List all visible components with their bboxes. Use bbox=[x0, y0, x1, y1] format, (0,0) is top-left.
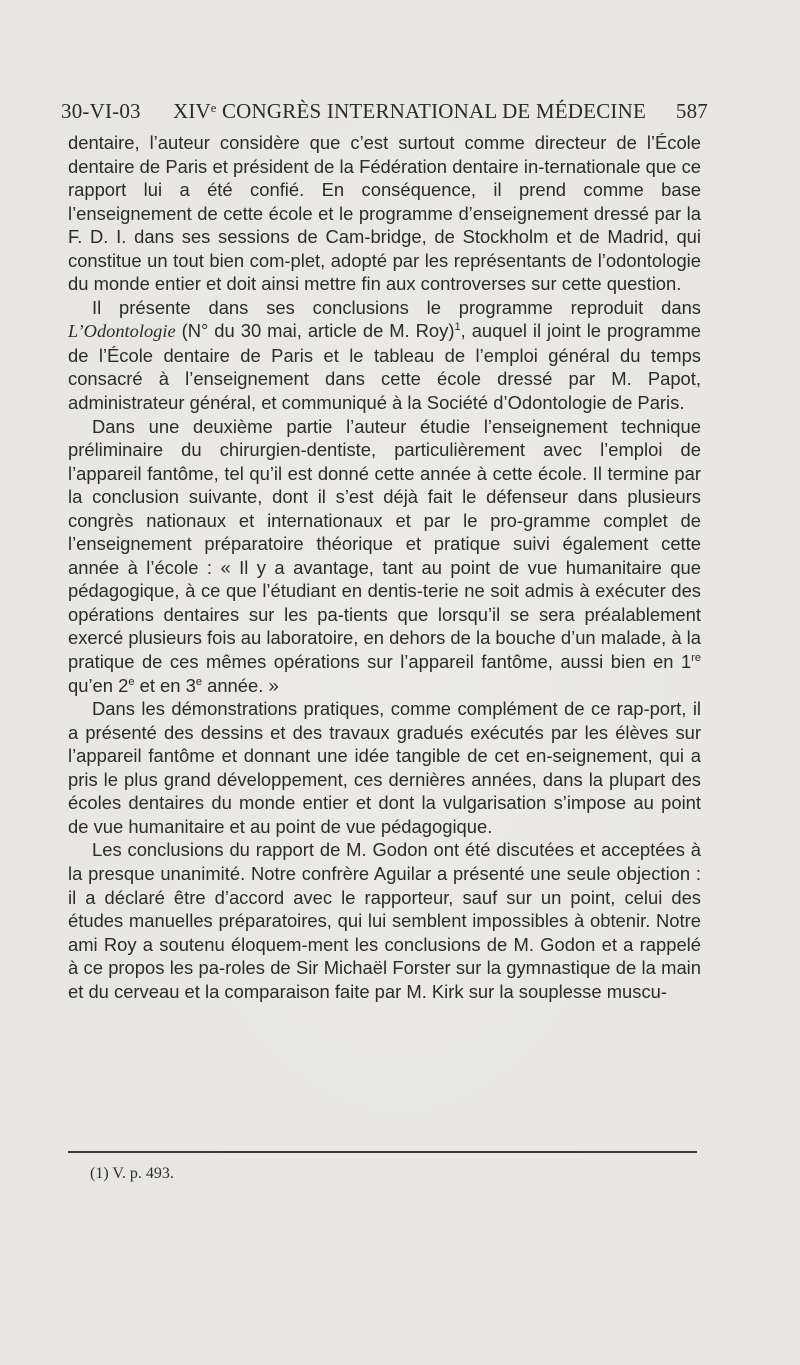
ordinal-superscript-2: e bbox=[128, 675, 135, 688]
paragraph-2-text-c: , auquel il joint le programme de l’École dentaire de Paris et le tableau de l’emploi général du temps consacré à l’enseignement dans cette école dressé par M. Papot, administrateur général, et communiqué à la Société d’Odontologie de Paris. bbox=[68, 320, 702, 414]
paragraph-3 bbox=[68, 415, 701, 698]
paragraph-3-text-c: et en 3 bbox=[134, 674, 196, 696]
paragraph-3-text-a: Dans une deuxième partie l’auteur étudie l’enseignement technique préliminaire du chirurgien-dentiste, particulièrement avec l’emploi de l’appareil fantôme, tel qu’il est donné cette année à cette école. Il termine par la conclusion suivante, dont il s’est déjà fait le défenseur dans plusieurs congrès nationaux et internationaux et par le pro-gramme complet de l’enseignement préparatoire théorique et pratique suivi également cette année à l’école : « Il y a avantage, tant au point de vue humanitaire que pédagogique, à ce que l’étudiant en dentis-terie ne soit admis à exécuter des opérations dentaires sur les pa-tients que lorsqu’il se sera préalablement exercé plusieurs fois au laboratoire, en dehors de la bouche d’un malade, à la pratique de ces mêmes opérations sur l’appareil fantôme, aussi bien en 1 bbox=[68, 415, 701, 673]
ordinal-superscript-1: re bbox=[691, 651, 701, 664]
paragraph-5: Les conclusions du rapport de M. Godon ont été discutées et acceptées à la presque unanimité. Notre confrère Aguilar a présenté une seule objection : il a déclaré être d’accord avec le rapporteur, sauf sur un point, celui des études manuelles préparatoires, qui lui semblent impossibles à obtenir. Notre ami Roy a soutenu éloquem-ment les conclusions de M. Godon et a rappelé à ce propos les pa-roles de Sir Michaël Forster sur la gymnastique de la main et du cerveau et la comparaison faite par M. Kirk sur la souplesse muscu- bbox=[68, 839, 701, 1002]
paragraph-4: Dans les démonstrations pratiques, comme complément de ce rap-port, il a présenté des dessins et des travaux gradués exécutés par les élèves sur l’appareil fantôme et donnant une idée tangible de cet en-seignement, qui a pris le plus grand développement, ces dernières années, dans la plupart des écoles dentaires du monde entier et dont la vulgarisation s’impose au point de vue humanitaire et au point de vue pédagogique. bbox=[68, 698, 701, 837]
body-text bbox=[68, 131, 701, 1003]
running-head bbox=[61, 96, 708, 126]
paragraph-3-text-b: qu’en 2 bbox=[68, 674, 129, 696]
running-head-date: 30-VI-03 bbox=[61, 99, 141, 123]
paragraph-3-text-d: année. » bbox=[201, 674, 279, 696]
running-head-title: XIVᵉ CONGRÈS INTERNATIONAL DE MÉDECINE bbox=[173, 99, 646, 123]
footnote: (1) V. p. 493. bbox=[90, 1165, 174, 1182]
paragraph-2-text-b: (N° du 30 mai, article de M. Roy) bbox=[175, 320, 455, 342]
paragraph-2 bbox=[68, 296, 701, 415]
footnote-reference: 1 bbox=[454, 321, 461, 334]
paragraph-2-text-a: Il présente dans ses conclusions le programme reproduit dans bbox=[92, 296, 701, 318]
journal-title: L’Odontologie bbox=[68, 321, 176, 342]
footnote-divider bbox=[68, 1151, 697, 1153]
paragraph-1: dentaire, l’auteur considère que c’est surtout comme directeur de l’École dentaire de Paris et président de la Fédération dentaire in-ternationale que ce rapport lui a été confié. En conséquence, il prend comme base l’enseignement de cette école et le programme d’enseignement dressé par la F. D. I. dans ses sessions de Cam-bridge, de Stockholm et de Madrid, qui constitue un tout bien com-plet, adopté par les représentants de l’odontologie du monde entier et doit ainsi mettre fin aux controverses sur cette question. bbox=[68, 132, 701, 295]
page-number: 587 bbox=[675, 99, 708, 123]
ordinal-superscript-3: e bbox=[195, 675, 202, 688]
